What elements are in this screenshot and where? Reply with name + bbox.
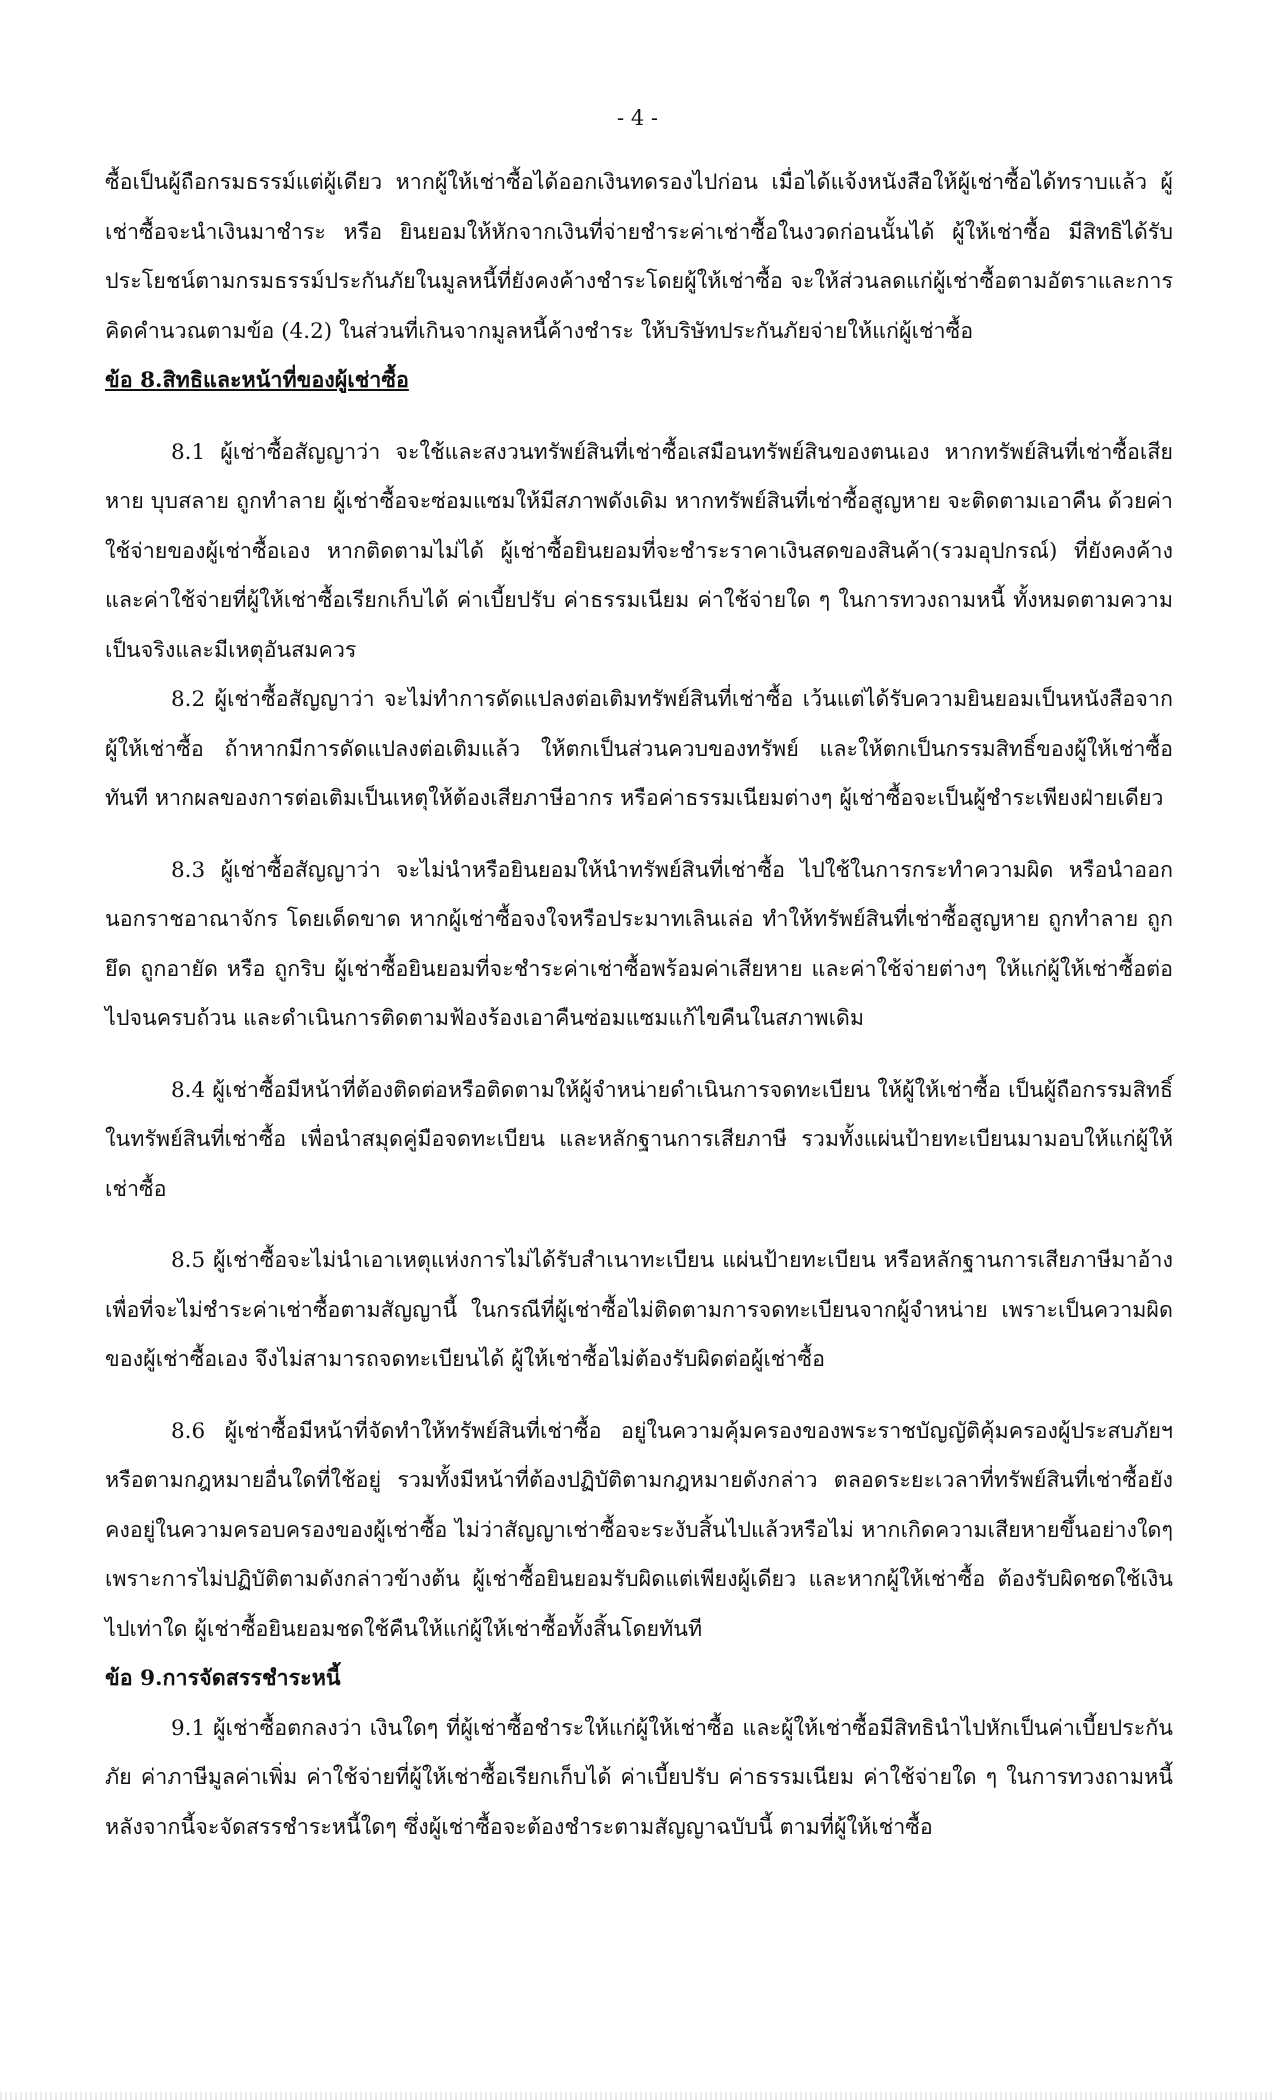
intro-paragraph: ซื้อเป็นผู้ถือกรมธรรม์แต่ผู้เดียว หากผู้ให้เช่าซื้อได้ออกเงินทดรองไปก่อน เมื่อได้แจ้งหนังสือให้ผู้เช่าซื้อได้ทราบแล้ว ผู้เช่าซื้อจะนำเงินมาชำระ หรือ ยินยอมให้หักจากเงินที่จ่ายชำระค่าเช่าซื้อในงวดก่อนนั้นได้ ผู้ให้เช่าซื้อ มีสิทธิได้รับประโยชน์ตามกรมธรรม์ประกันภัยในมูลหนี้ที่ยังคงค้างชำระโดยผู้ให้เช่าซื้อ จะให้ส่วนลดแก่ผู้เช่าซื้อตามอัตราและการคิดคำนวณตามข้อ (4.2) ในส่วนที่เกินจากมูลหนี้ค้างชำระ ให้บริษัทประกันภัยจ่ายให้แก่ผู้เช่าซื้อ (105, 170, 1173, 344)
clause-8-3: 8.3 ผู้เช่าซื้อสัญญาว่า จะไม่นำหรือยินยอมให้นำทรัพย์สินที่เช่าซื้อ ไปใช้ในการกระทำความผิด หรือนำออกนอกราชอาณาจักร โดยเด็ดขาด หากผู้เช่าซื้อจงใจหรือประมาทเลินเล่อ ทำให้ทรัพย์สินที่เช่าซื้อสูญหาย ถูกทำลาย ถูกยึด ถูกอายัด หรือ ถูกริบ ผู้เช่าซื้อยินยอมที่จะชำระค่าเช่าซื้อพร้อมค่าเสียหาย และค่าใช้จ่ายต่างๆ ให้แก่ผู้ให้เช่าซื้อต่อไปจนครบถ้วน และดำเนินการติดตามฟ้องร้องเอาคืนซ่อมแซมแก้ไขคืนในสภาพเดิม (105, 857, 1173, 1031)
clause-8-1: 8.1 ผู้เช่าซื้อสัญญาว่า จะใช้และสงวนทรัพย์สินที่เช่าซื้อเสมือนทรัพย์สินของตนเอง หากทรัพย์สินที่เช่าซื้อเสียหาย บุบสลาย ถูกทำลาย ผู้เช่าซื้อจะซ่อมแซมให้มีสภาพดังเดิม หากทรัพย์สินที่เช่าซื้อสูญหาย จะติดตามเอาคืน ด้วยค่าใช้จ่ายของผู้เช่าซื้อเอง หากติดตามไม่ได้ ผู้เช่าซื้อยินยอมที่จะชำระราคาเงินสดของสินค้า(รวมอุปกรณ์) ที่ยังคงค้าง และค่าใช้จ่ายที่ผู้ให้เช่าซื้อเรียกเก็บได้ ค่าเบี้ยปรับ ค่าธรรมเนียม ค่าใช้จ่ายใด ๆ ในการทวงถามหนี้ ทั้งหมดตามความเป็นจริงและมีเหตุอันสมควร (105, 439, 1173, 663)
clause-9-1: 9.1 ผู้เช่าซื้อตกลงว่า เงินใดๆ ที่ผู้เช่าซื้อชำระให้แก่ผู้ให้เช่าซื้อ และผู้ให้เช่าซื้อมีสิทธินำไปหักเป็นค่าเบี้ยประกันภัย ค่าภาษีมูลค่าเพิ่ม ค่าใช้จ่ายที่ผู้ให้เช่าซื้อเรียกเก็บได้ ค่าเบี้ยปรับ ค่าธรรมเนียม ค่าใช้จ่ายใด ๆ ในการทวงถามหนี้ หลังจากนี้จะจัดสรรชำระหนี้ใดๆ ซึ่งผู้เช่าซื้อจะต้องชำระตามสัญญาฉบับนี้ ตามที่ผู้ให้เช่าซื้อ (105, 1715, 1173, 1840)
section-8-heading-text: ข้อ 8.สิทธิและหน้าที่ของผู้เช่าซื้อ (105, 368, 409, 393)
clause-8-4: 8.4 ผู้เช่าซื้อมีหน้าที่ต้องติดต่อหรือติดตามให้ผู้จำหน่ายดำเนินการจดทะเบียน ให้ผู้ให้เช่าซื้อ เป็นผู้ถือกรรมสิทธิ์ในทรัพย์สินที่เช่าซื้อ เพื่อนำสมุดคู่มือจดทะเบียน และหลักฐานการเสียภาษี รวมทั้งแผ่นป้ายทะเบียนมามอบให้แก่ผู้ให้เช่าซื้อ (105, 1077, 1173, 1202)
clause-8-2: 8.2 ผู้เช่าซื้อสัญญาว่า จะไม่ทำการดัดแปลงต่อเติมทรัพย์สินที่เช่าซื้อ เว้นแต่ได้รับความยินยอมเป็นหนังสือจากผู้ให้เช่าซื้อ ถ้าหากมีการดัดแปลงต่อเติมแล้ว ให้ตกเป็นส่วนควบของทรัพย์ และให้ตกเป็นกรรมสิทธิ์ของผู้ให้เช่าซื้อทันที หากผลของการต่อเติมเป็นเหตุให้ต้องเสียภาษีอากร หรือค่าธรรมเนียมต่างๆ ผู้เช่าซื้อจะเป็นผู้ชำระเพียงฝ่ายเดียว (105, 687, 1173, 811)
section-8-heading (105, 356, 1173, 406)
page-number: - 4 - (617, 106, 658, 130)
scan-edge-artifact (0, 2092, 1275, 2100)
section-9-heading: ข้อ 9.การจัดสรรชำระหนี้ (105, 1666, 341, 1691)
document-body (105, 158, 1173, 1852)
clause-8-6: 8.6 ผู้เช่าซื้อมีหน้าที่จัดทำให้ทรัพย์สินที่เช่าซื้อ อยู่ในความคุ้มครองของพระราชบัญญัติคุ้มครองผู้ประสบภัยฯ หรือตามกฎหมายอื่นใดที่ใช้อยู่ รวมทั้งมีหน้าที่ต้องปฏิบัติตามกฎหมายดังกล่าว ตลอดระยะเวลาที่ทรัพย์สินที่เช่าซื้อยังคงอยู่ในความครอบครองของผู้เช่าซื้อ ไม่ว่าสัญญาเช่าซื้อจะระงับสิ้นไปแล้วหรือไม่ หากเกิดความเสียหายขึ้นอย่างใดๆ เพราะการไม่ปฏิบัติตามดังกล่าวข้างต้น ผู้เช่าซื้อยินยอมรับผิดแต่เพียงผู้เดียว และหากผู้ให้เช่าซื้อ ต้องรับผิดชดใช้เงินไปเท่าใด ผู้เช่าซื้อยินยอมชดใช้คืนให้แก่ผู้ให้เช่าซื้อทั้งสิ้นโดยทันที (105, 1418, 1173, 1642)
clause-8-5: 8.5 ผู้เช่าซื้อจะไม่นำเอาเหตุแห่งการไม่ได้รับสำเนาทะเบียน แผ่นป้ายทะเบียน หรือหลักฐานการเสียภาษีมาอ้าง เพื่อที่จะไม่ชำระค่าเช่าซื้อตามสัญญานี้ ในกรณีที่ผู้เช่าซื้อไม่ติดตามการจดทะเบียนจากผู้จำหน่าย เพราะเป็นความผิดของผู้เช่าซื้อเอง จึงไม่สามารถจดทะเบียนได้ ผู้ให้เช่าซื้อไม่ต้องรับผิดต่อผู้เช่าซื้อ (105, 1248, 1173, 1372)
